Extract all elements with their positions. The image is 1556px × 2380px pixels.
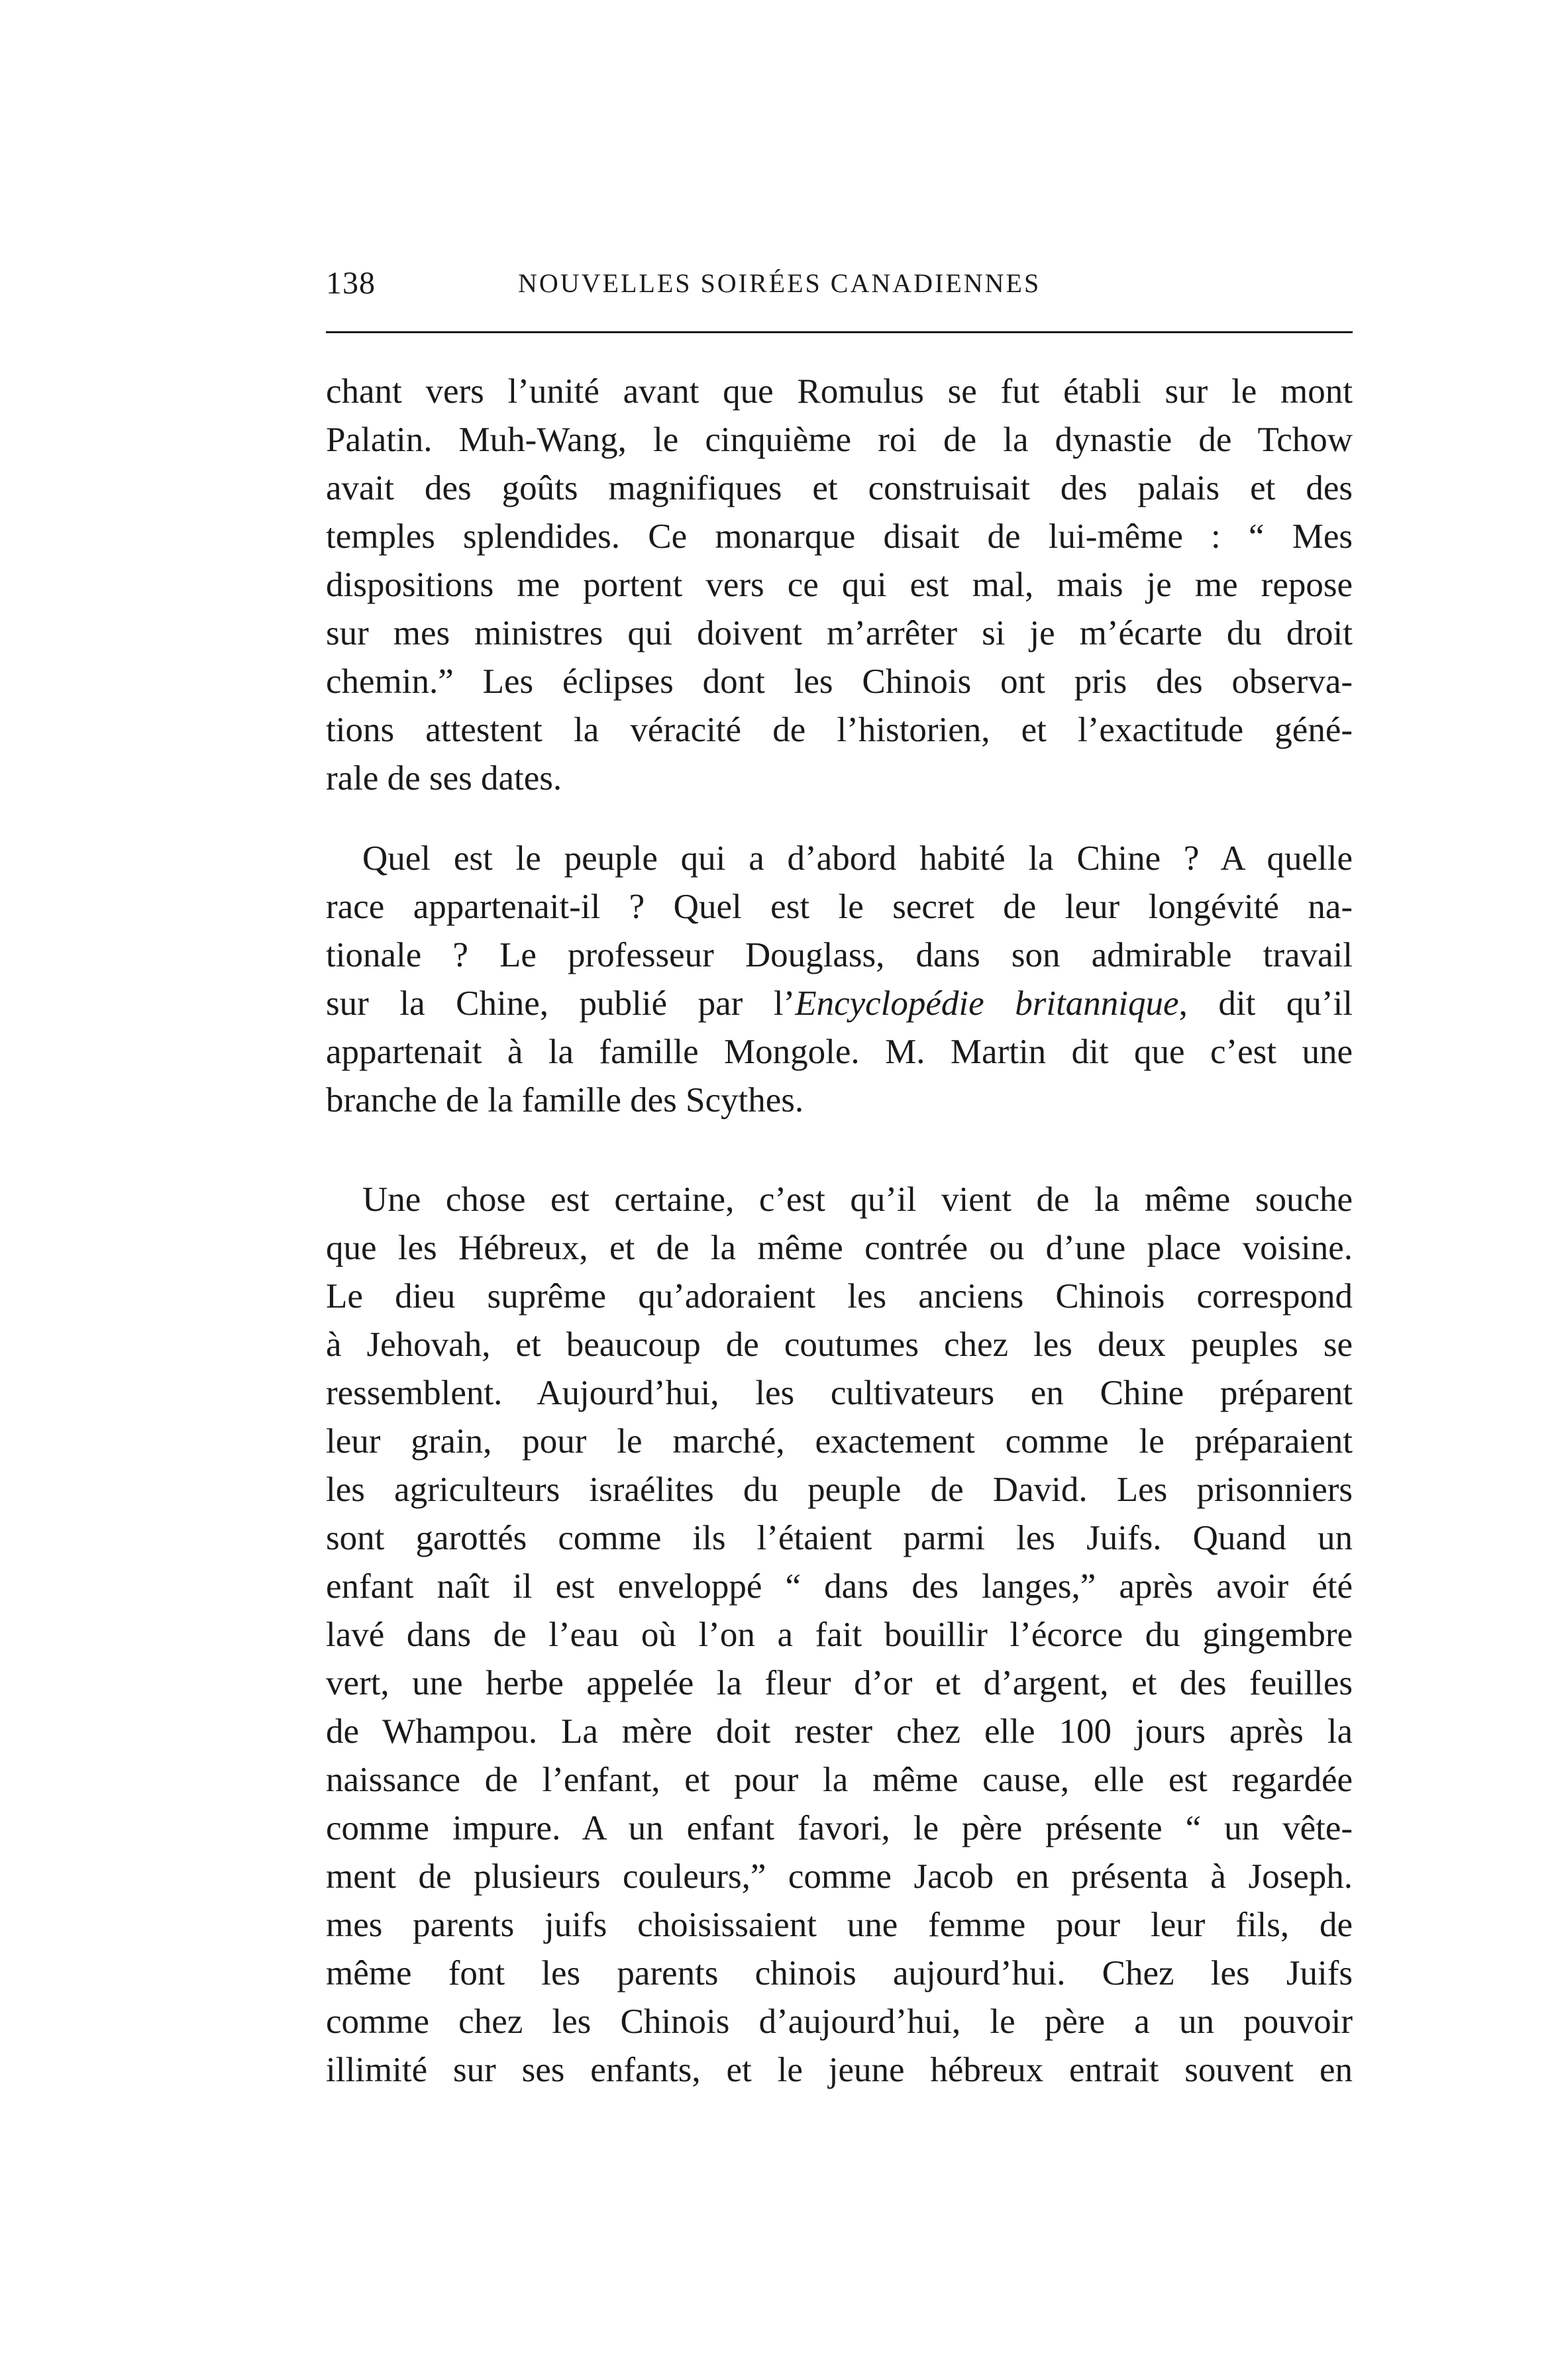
text-line: chant vers l’unité avant que Romulus se fut établi sur le mont — [326, 372, 1353, 411]
paragraph-2 — [326, 835, 1353, 1125]
paragraph-1 — [326, 368, 1353, 803]
text-line: vert, une herbe appelée la fleur d’or et d’argent, et des feuilles — [326, 1664, 1353, 1702]
text-line: Le dieu suprême qu’adoraient les anciens Chinois correspond — [326, 1277, 1353, 1316]
text-line: Quel est le peuple qui a d’abord habité la Chine ? A quelle — [362, 839, 1353, 878]
text-line: ment de plusieurs couleurs,” comme Jacob en présenta à Joseph. — [326, 1857, 1353, 1896]
paragraph-3 — [326, 1176, 1353, 2095]
text-line: mes parents juifs choisissaient une femme pour leur fils, de — [326, 1906, 1353, 1944]
text-line: sur mes ministres qui doivent m’arrêter si je m’écarte du droit — [326, 614, 1353, 652]
header-rule — [326, 331, 1353, 333]
text-line: à Jehovah, et beaucoup de coutumes chez les deux peuples se — [326, 1325, 1353, 1364]
text-line: comme chez les Chinois d’aujourd’hui, le père a un pouvoir — [326, 2002, 1353, 2041]
text-line: leur grain, pour le marché, exactement comme le préparaient — [326, 1422, 1353, 1461]
text-line: branche de la famille des Scythes. — [326, 1081, 804, 1119]
text-line: temples splendides. Ce monarque disait de lui-même : “ Mes — [326, 517, 1353, 556]
italic-title: Encyclopédie britannique — [795, 984, 1179, 1023]
text-line: chemin.” Les éclipses dont les Chinois ont pris des observa- — [326, 662, 1353, 701]
text-line: sur la Chine, publié par l’Encyclopédie britannique, dit qu’il — [326, 984, 1353, 1023]
page-number: 138 — [326, 266, 376, 301]
text-line: appartenait à la famille Mongole. M. Martin dit que c’est une — [326, 1033, 1353, 1071]
text-line: comme impure. A un enfant favori, le père présente “ un vête- — [326, 1809, 1353, 1847]
running-head: NOUVELLES SOIRÉES CANADIENNES — [518, 268, 1041, 298]
page-header — [326, 264, 1353, 303]
text-line: enfant naît il est enveloppé “ dans des langes,” après avoir été — [326, 1567, 1353, 1606]
text-line: illimité sur ses enfants, et le jeune hébreux entrait souvent en — [326, 2051, 1353, 2089]
text-line: sont garottés comme ils l’étaient parmi les Juifs. Quand un — [326, 1519, 1353, 1557]
text-line: de Whampou. La mère doit rester chez elle 100 jours après la — [326, 1712, 1353, 1751]
text-line: tions attestent la véracité de l’historien, et l’exactitude géné- — [326, 711, 1353, 749]
text-line: que les Hébreux, et de la même contrée ou d’une place voisine. — [326, 1229, 1353, 1267]
text-line: tionale ? Le professeur Douglass, dans son admirable travail — [326, 936, 1353, 974]
text-line: même font les parents chinois aujourd’hui. Chez les Juifs — [326, 1954, 1353, 1992]
text-line: rale de ses dates. — [326, 759, 562, 798]
text-line: naissance de l’enfant, et pour la même cause, elle est regardée — [326, 1761, 1353, 1799]
text-line: les agriculteurs israélites du peuple de David. Les prisonniers — [326, 1471, 1353, 1509]
text-line: race appartenait-il ? Quel est le secret de leur longévité na- — [326, 888, 1353, 926]
text-line: ressemblent. Aujourd’hui, les cultivateurs en Chine préparent — [326, 1374, 1353, 1412]
text-line: avait des goûts magnifiques et construisait des palais et des — [326, 469, 1353, 507]
text-line: lavé dans de l’eau où l’on a fait bouillir l’écorce du gingembre — [326, 1616, 1353, 1654]
text-line: dispositions me portent vers ce qui est mal, mais je me repose — [326, 566, 1353, 604]
text-line: Une chose est certaine, c’est qu’il vient de la même souche — [362, 1180, 1353, 1219]
text-line: Palatin. Muh-Wang, le cinquième roi de la dynastie de Tchow — [326, 421, 1353, 459]
